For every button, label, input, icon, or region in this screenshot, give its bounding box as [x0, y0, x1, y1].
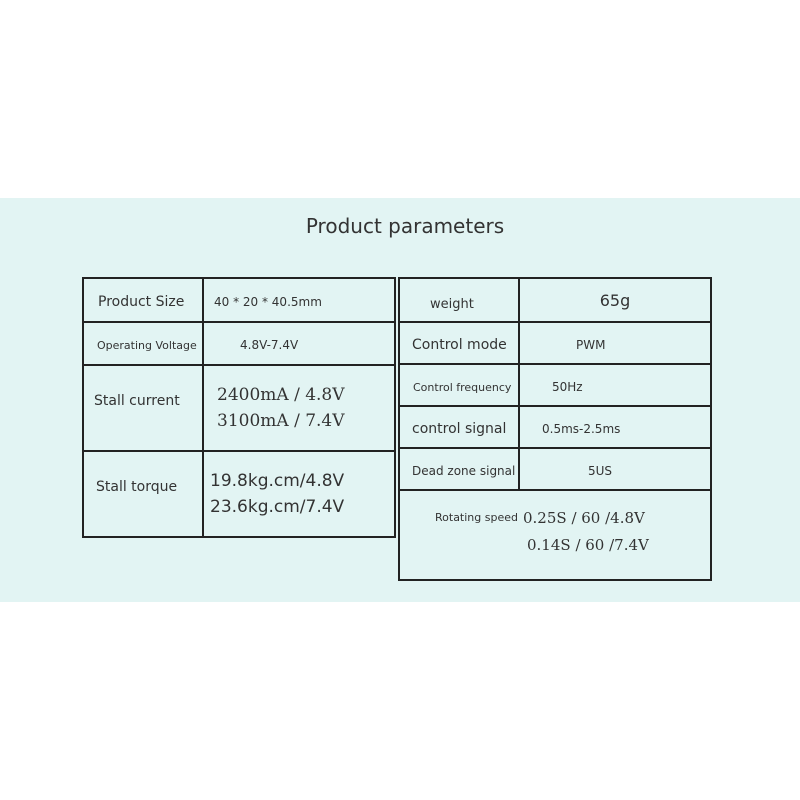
weight-label: weight — [430, 297, 474, 312]
stall-current-value-2: 3100mA / 7.4V — [217, 411, 345, 431]
row-value — [519, 448, 711, 490]
control-signal-label: control signal — [412, 420, 507, 437]
table-row — [399, 448, 711, 490]
stall-current-label: Stall current — [94, 393, 180, 409]
row-label — [399, 406, 519, 448]
table-row — [83, 322, 395, 365]
row-value — [519, 406, 711, 448]
stall-torque-value-2: 23.6kg.cm/7.4V — [210, 497, 345, 517]
row-value — [203, 278, 395, 322]
stall-current-value-1: 2400mA / 4.8V — [217, 385, 345, 405]
spec-table-left — [82, 277, 396, 538]
dead-zone-signal-value: 5US — [588, 463, 613, 478]
table-row — [83, 365, 395, 451]
table-row — [83, 278, 395, 322]
row-value — [203, 365, 395, 451]
control-mode-value: PWM — [576, 337, 606, 352]
operating-voltage-label: Operating Voltage — [97, 339, 197, 352]
row-value — [203, 451, 395, 537]
control-mode-label: Control mode — [412, 336, 507, 353]
stall-torque-label: Stall torque — [96, 479, 178, 495]
row-value — [203, 322, 395, 365]
product-size-label: Product Size — [98, 293, 185, 310]
weight-value: 65g — [599, 290, 631, 310]
table-row — [399, 278, 711, 322]
row-label — [399, 322, 519, 364]
table-row — [399, 364, 711, 406]
table-row — [399, 322, 711, 364]
table-row — [399, 406, 711, 448]
row-value — [519, 278, 711, 322]
rotating-speed-value-2: 0.14S / 60 /7.4V — [527, 536, 649, 554]
rotating-speed-label: Rotating speed — [435, 511, 518, 524]
row-merged — [399, 490, 711, 580]
row-value — [519, 322, 711, 364]
row-label — [83, 322, 203, 365]
row-label — [399, 278, 519, 322]
row-label — [83, 365, 203, 451]
dead-zone-signal-label: Dead zone signal — [412, 463, 516, 478]
control-signal-value: 0.5ms-2.5ms — [542, 421, 621, 436]
page-title: Product parameters — [305, 214, 505, 238]
control-frequency-value: 50Hz — [552, 379, 583, 394]
operating-voltage-value: 4.8V-7.4V — [240, 338, 299, 352]
row-label — [83, 278, 203, 322]
stall-torque-value-1: 19.8kg.cm/4.8V — [210, 471, 345, 491]
rotating-speed-value-1: 0.25S / 60 /4.8V — [523, 509, 645, 527]
control-frequency-label: Control frequency — [413, 380, 512, 394]
table-row — [399, 490, 711, 580]
row-label — [83, 451, 203, 537]
row-value — [519, 364, 711, 406]
row-label — [399, 448, 519, 490]
spec-table-right — [398, 277, 712, 581]
table-row — [83, 451, 395, 537]
row-label — [399, 364, 519, 406]
product-size-value: 40 * 20 * 40.5mm — [214, 294, 322, 309]
